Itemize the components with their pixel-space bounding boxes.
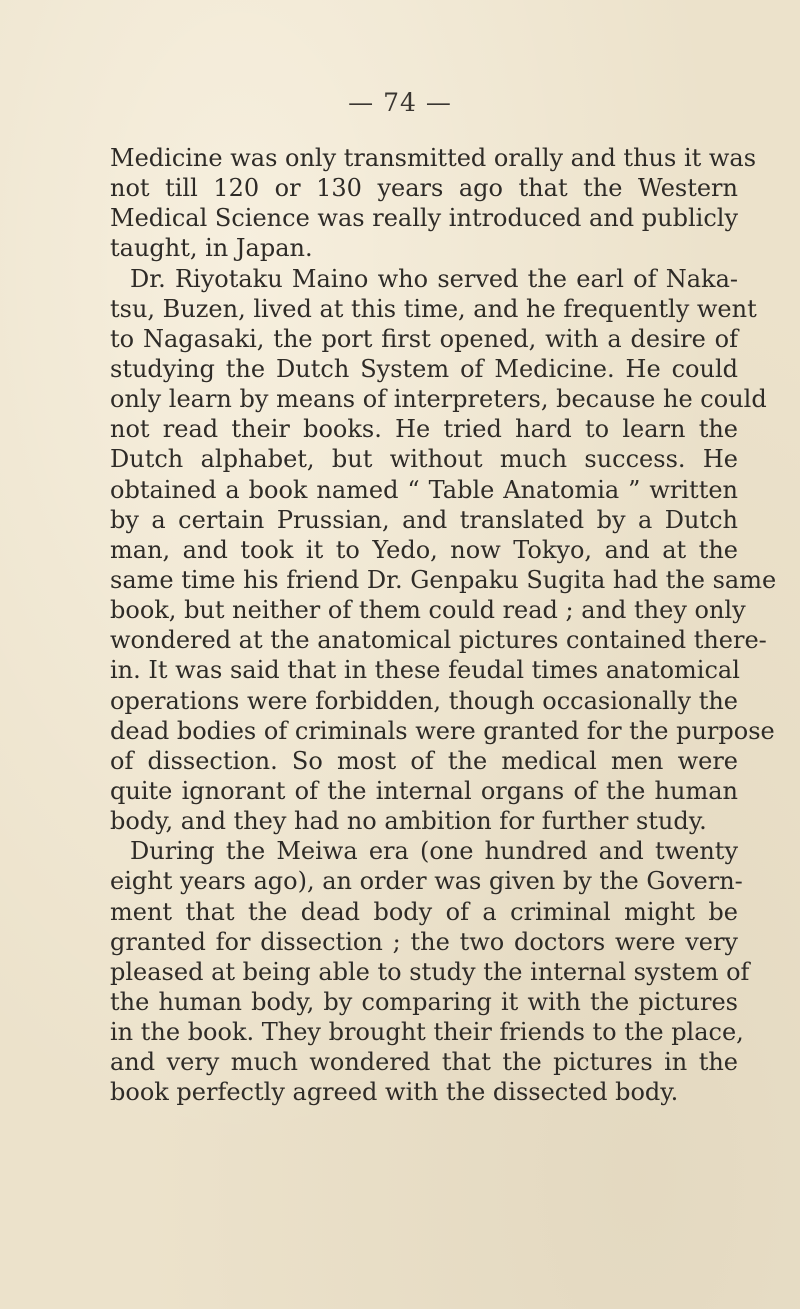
text-line: obtained a book named “ Table Anatomia ” written	[110, 475, 738, 504]
text-line: studying the Dutch System of Medicine. He could	[110, 354, 738, 383]
text-line: granted for dissection ; the two doctors were very	[110, 927, 738, 956]
text-line: not till 120 or 130 years ago that the Western	[110, 174, 738, 203]
text-line: dead bodies of criminals were granted for the purpose	[110, 716, 775, 745]
text-line: ment that the dead body of a criminal might be	[110, 897, 738, 926]
page-number: — 74 —	[348, 88, 452, 117]
paragraph-3	[110, 836, 750, 1107]
text-line: book, but neither of them could read ; and they only	[110, 596, 746, 625]
text-line: to Nagasaki, the port first opened, with a desire of	[110, 324, 738, 353]
text-line: man, and took it to Yedo, now Tokyo, and at the	[110, 535, 738, 564]
text-line: operations were forbidden, though occasionally the	[110, 686, 738, 715]
paragraph-1	[110, 143, 757, 264]
text-line: not read their books. He tried hard to learn the	[110, 415, 738, 444]
text-line: wondered at the anatomical pictures contained there-	[110, 626, 767, 655]
text-line: taught, in Japan.	[110, 234, 313, 263]
body-text	[110, 143, 777, 1108]
text-line: and very much wondered that the pictures in the	[110, 1048, 738, 1077]
text-line: Dr. Riyotaku Maino who served the earl of Naka-	[130, 264, 738, 293]
text-line: Dutch alphabet, but without much success. He	[110, 445, 738, 474]
text-line: Medicine was only transmitted orally and thus it was	[110, 144, 757, 172]
text-line: same time his friend Dr. Genpaku Sugita had the same	[110, 565, 777, 594]
text-line: only learn by means of interpreters, because he could	[110, 385, 767, 414]
text-line: of dissection. So most of the medical men were	[110, 746, 738, 775]
text-line: Medical Science was really introduced and publicly	[110, 204, 738, 233]
text-line: quite ignorant of the internal organs of the human	[110, 776, 738, 805]
paragraph-2	[110, 264, 777, 837]
text-line: the human body, by comparing it with the pictures	[110, 987, 738, 1016]
text-line: eight years ago), an order was given by the Govern-	[110, 867, 743, 896]
text-line: by a certain Prussian, and translated by a Dutch	[110, 505, 738, 534]
text-line: in the book. They brought their friends to the place,	[110, 1018, 744, 1047]
text-line: book perfectly agreed with the dissected body.	[110, 1078, 679, 1107]
text-line: body, and they had no ambition for further study.	[110, 807, 707, 836]
text-line: in. It was said that in these feudal times anatomical	[110, 656, 740, 685]
text-line: tsu, Buzen, lived at this time, and he frequently went	[110, 294, 757, 323]
text-line: pleased at being able to study the internal system of	[110, 957, 750, 986]
text-line: During the Meiwa era (one hundred and twenty	[130, 837, 738, 866]
